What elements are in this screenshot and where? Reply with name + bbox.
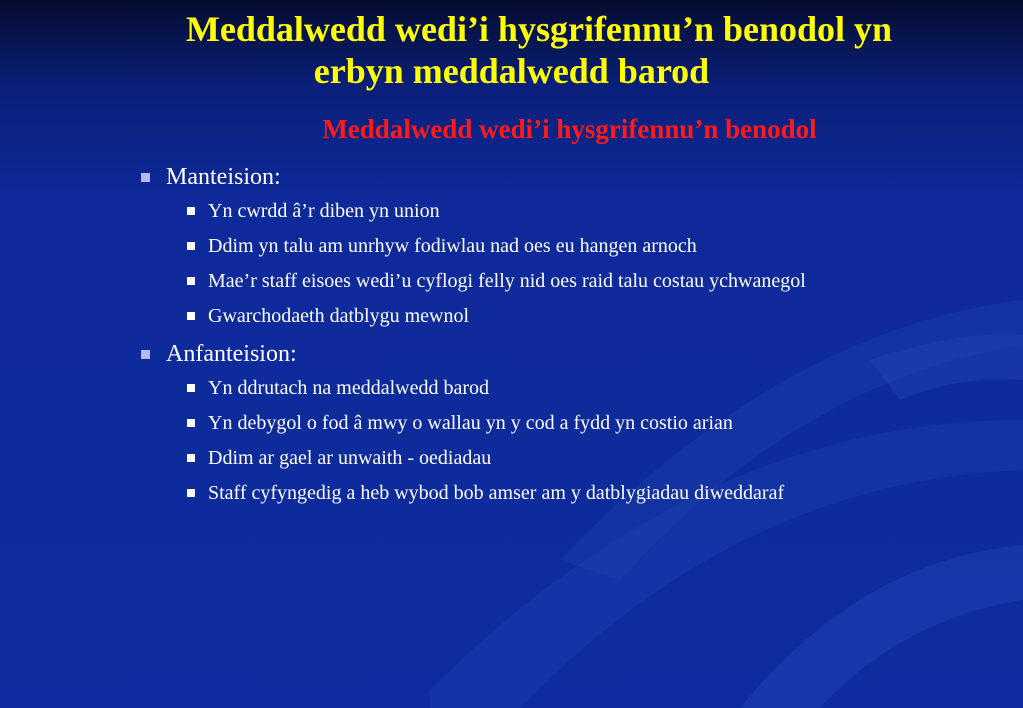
list-item-text: Staff cyfyngedig a heb wybod bob amser am y datblygiadau diweddaraf [208, 482, 785, 504]
bullet-content [136, 160, 896, 514]
list-item-text: Ddim yn talu am unrhyw fodiwlau nad oes eu hangen arnoch [208, 235, 697, 257]
list-item-text: Yn debygol o fod â mwy o wallau yn y cod a fydd yn costio arian [208, 412, 733, 434]
slide-title-line-2: erbyn meddalwedd barod [313, 51, 710, 91]
square-bullet-icon [187, 489, 195, 497]
list-item-text: Gwarchodaeth datblygu mewnol [208, 305, 470, 327]
list-item [136, 232, 896, 260]
group-heading [136, 160, 896, 195]
square-bullet-icon [187, 419, 195, 427]
list-item-text: Ddim ar gael ar unwaith - oediadau [208, 447, 492, 469]
group-heading-text: Manteision: [166, 164, 281, 190]
square-bullet-icon [141, 350, 150, 359]
slide-title [0, 8, 1023, 92]
bullet-list [136, 195, 896, 330]
square-bullet-icon [187, 312, 195, 320]
list-item [136, 302, 896, 330]
group-heading-text: Anfanteision: [166, 341, 297, 367]
square-bullet-icon [141, 173, 150, 182]
list-item [136, 444, 896, 472]
list-item-text: Mae’r staff eisoes wedi’u cyflogi felly nid oes raid talu costau ychwanegol [208, 270, 806, 292]
list-item-text: Yn cwrdd â’r diben yn union [208, 200, 440, 222]
square-bullet-icon [187, 242, 195, 250]
disadvantages-group [136, 337, 896, 507]
list-item [136, 267, 896, 295]
square-bullet-icon [187, 384, 195, 392]
advantages-group [136, 160, 896, 330]
slide-title-line-1: Meddalwedd wedi’i hysgrifennu’n benodol yn [185, 9, 893, 49]
square-bullet-icon [187, 454, 195, 462]
list-item [136, 409, 896, 437]
slide-subtitle: Meddalwedd wedi’i hysgrifennu’n benodol [322, 114, 817, 144]
group-heading [136, 337, 896, 372]
list-item [136, 197, 896, 225]
list-item-text: Yn ddrutach na meddalwedd barod [208, 377, 490, 399]
swirl-band-3 [740, 545, 1023, 708]
bullet-list [136, 372, 896, 507]
square-bullet-icon [187, 277, 195, 285]
square-bullet-icon [187, 207, 195, 215]
list-item [136, 479, 896, 507]
list-item [136, 374, 896, 402]
